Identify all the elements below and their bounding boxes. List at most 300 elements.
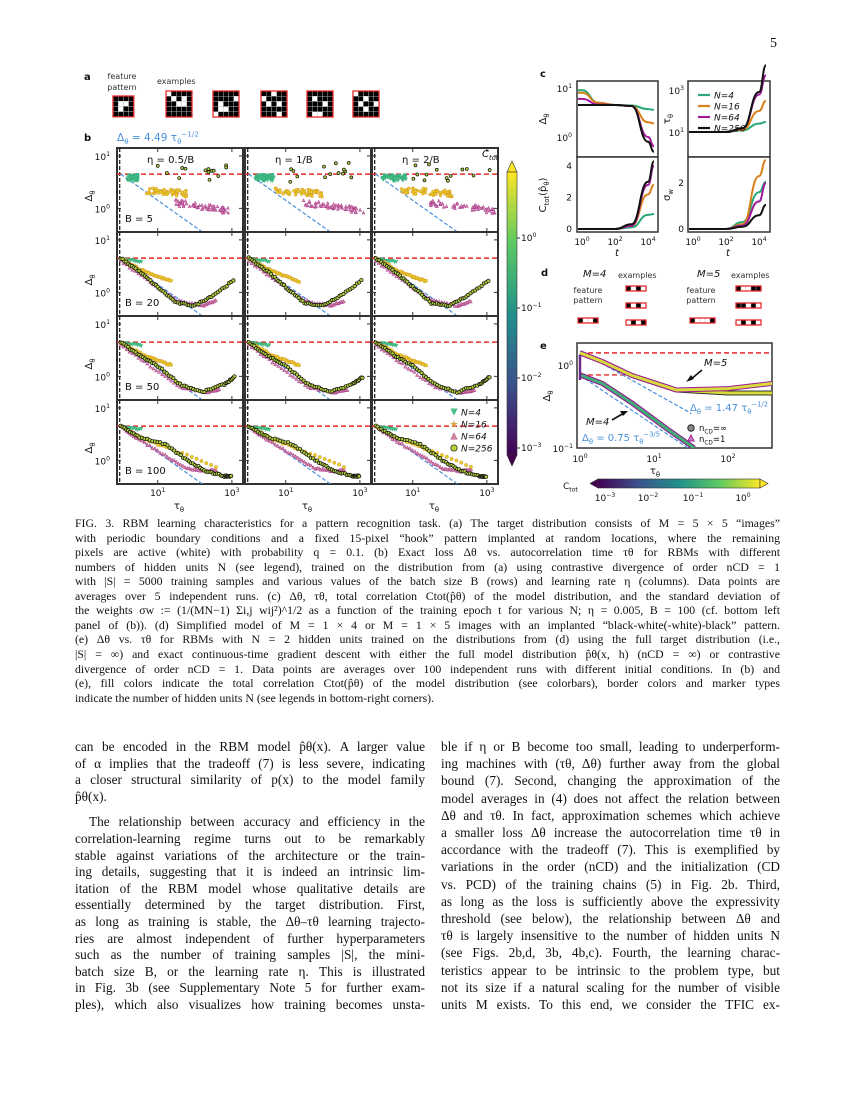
data-point	[208, 178, 211, 181]
tick-label: 0	[678, 225, 684, 235]
eta-label: η = 0.5/B	[147, 155, 195, 166]
data-point	[323, 457, 326, 460]
data-point	[309, 194, 312, 197]
tick-label	[405, 487, 420, 499]
y-axis-label	[537, 178, 551, 213]
example-m4	[626, 303, 646, 308]
pixel	[307, 91, 312, 96]
label-part: 10	[521, 444, 533, 454]
right-column-line: Δθ and τθ. In fact, approximation schemes which achieve	[441, 807, 780, 823]
pixel	[277, 112, 282, 117]
pixel	[736, 303, 741, 308]
tick-label	[95, 371, 110, 383]
pixel	[271, 91, 276, 96]
label-part: 10	[668, 129, 681, 139]
data-point	[328, 459, 331, 462]
pixel	[323, 91, 328, 96]
pixel	[312, 107, 317, 112]
label-part: τ	[173, 501, 180, 512]
x-axis-label: t	[726, 248, 730, 259]
pixel	[756, 303, 761, 308]
caption-line: |S| = ∞) and exact continuous-time gradient descent with either the full model distribution p̂θ(x, h) (nCD = ∞) or contrastive	[75, 646, 780, 661]
label-part: θ	[655, 471, 661, 479]
label-part: 1	[106, 318, 110, 326]
pixel	[176, 91, 181, 96]
pixel	[328, 91, 333, 96]
label-part: 4	[762, 235, 767, 243]
label-part: 10	[668, 87, 681, 97]
pixel	[631, 303, 636, 308]
pixel	[123, 96, 128, 101]
example-image	[353, 91, 379, 117]
feature-pattern-m4	[578, 318, 598, 323]
data-point	[162, 193, 165, 196]
colorbar	[507, 172, 517, 455]
data-point	[176, 190, 179, 193]
pixel	[358, 112, 363, 117]
colorbar-extend-bottom	[507, 455, 517, 466]
data-point	[416, 173, 419, 176]
data-point	[342, 168, 345, 171]
feature-label: pattern	[573, 296, 603, 305]
batch-size-label: B = 5	[125, 214, 153, 225]
data-point	[169, 279, 172, 282]
y-axis-label	[84, 190, 97, 201]
label-part: τ	[649, 466, 656, 477]
data-point	[322, 165, 325, 168]
pixel	[626, 320, 631, 325]
data-point	[207, 171, 210, 174]
right-column-line: ble if η or B become too small, leading to underperform-	[441, 739, 780, 754]
y-axis-label	[84, 442, 97, 453]
data-point	[205, 461, 208, 464]
data-point	[279, 189, 282, 192]
legend-label: N=256	[714, 124, 746, 135]
data-point	[434, 192, 437, 195]
label-part: θ	[89, 442, 97, 447]
pixel	[166, 91, 171, 96]
pixel	[374, 91, 379, 96]
tick-label	[718, 236, 733, 248]
data-point	[432, 190, 435, 193]
label-part: −2	[649, 491, 659, 499]
data-point	[424, 364, 427, 367]
label-part: 10	[479, 489, 491, 499]
data-point	[232, 279, 235, 282]
label-part: 0	[585, 235, 590, 243]
label-part: Δ	[582, 433, 589, 444]
m4-label: M=4	[586, 417, 610, 428]
label-part: 10	[556, 134, 569, 144]
example-image	[213, 91, 239, 117]
pixel	[229, 101, 234, 106]
pixel	[588, 318, 593, 323]
data-point	[446, 194, 449, 197]
label-part: 10	[607, 238, 619, 248]
pixel	[282, 101, 287, 106]
tick-label	[640, 236, 655, 248]
pixel	[261, 101, 266, 106]
tick-label: 2	[566, 193, 572, 204]
pixel	[213, 91, 218, 96]
right-column-line: teristics appear to be intrinsic to the problem type, but	[441, 962, 780, 978]
example-image	[261, 91, 287, 117]
pixel	[277, 107, 282, 112]
label-part: θ	[747, 408, 752, 416]
label-part: 10	[735, 494, 747, 504]
right-column-line: a smaller loss Δθ increase the autocorrelation time τθ in	[441, 825, 780, 840]
label-part: −2	[532, 371, 542, 379]
pixel	[182, 91, 187, 96]
pixel	[323, 101, 328, 106]
data-point	[324, 176, 327, 179]
pixel	[223, 112, 228, 117]
pixel	[741, 320, 746, 325]
pixel	[323, 107, 328, 112]
label-part: 0	[569, 359, 573, 367]
tick-label	[553, 443, 574, 455]
pixel	[756, 286, 761, 291]
pixel	[328, 96, 333, 101]
data-point	[310, 190, 313, 193]
pixel	[266, 91, 271, 96]
left-column-line: can be encoded in the RBM model p̂θ(x). A larger value	[75, 739, 425, 754]
label-part: θ	[89, 358, 97, 363]
pixel	[317, 101, 322, 106]
x-axis-label: t	[615, 248, 619, 259]
data-point	[405, 191, 408, 194]
label-part: Δ	[117, 132, 125, 144]
pixel	[118, 112, 123, 117]
data-point	[455, 459, 458, 462]
subplot-frame	[688, 157, 770, 232]
legend-label: N=4	[461, 408, 481, 419]
legend-label: N=16	[714, 102, 740, 113]
data-point	[229, 474, 232, 477]
caption-line: divergence of order nCD = 1. Data points are averages over 100 independent runs with different initial conditions. In (b) and	[75, 661, 780, 676]
data-point	[445, 177, 448, 180]
subplot-b	[372, 232, 498, 326]
pixel	[358, 107, 363, 112]
colorbar-label	[563, 482, 578, 494]
left-column-line: as long as training is stable, the Δθ–τθ learning trajecto-	[75, 914, 425, 929]
pixel	[307, 112, 312, 117]
pixel	[213, 107, 218, 112]
label-part: θ	[177, 137, 182, 147]
tick-label	[751, 236, 766, 248]
data-point	[172, 191, 175, 194]
pixel	[282, 91, 287, 96]
y-axis-label	[662, 114, 675, 124]
data-point	[212, 169, 215, 172]
pixel	[363, 91, 368, 96]
data-point	[412, 177, 415, 180]
caption-line: (e), fill colors indicate the total correlation Ctot(p̂θ) of the model distribution (see colorbars), border colors and marker types	[75, 676, 780, 691]
caption-line: averages over 5 independent runs. (c) Δθ, τθ, total correlation Ctot(p̂θ) of the model distribution, and the standard deviation of	[75, 588, 780, 603]
data-point	[487, 279, 490, 282]
legend-label	[699, 424, 727, 436]
label-part: 0	[746, 491, 751, 499]
pixel	[229, 112, 234, 117]
caption-line: the weights σw := (1/(MN−1) Σi,j wij²)^1/2 as a function of the training epoch t for various N; η = 0.005, B = 100 (cf. bottom left	[75, 603, 780, 618]
label-part: 10	[94, 236, 107, 247]
data-point	[195, 457, 198, 460]
pixel	[636, 286, 641, 291]
label-part: 10	[94, 457, 107, 468]
example-m5	[736, 320, 761, 325]
data-point	[488, 376, 491, 379]
pixel	[307, 107, 312, 112]
label-part: 1	[106, 150, 110, 158]
batch-size-label: B = 20	[125, 298, 160, 309]
data-point	[282, 192, 285, 195]
pixel	[578, 318, 583, 323]
data-point	[200, 459, 203, 462]
pixel	[353, 112, 358, 117]
label-part: −1	[563, 442, 573, 450]
pixel	[218, 101, 223, 106]
tick-label: 4	[566, 162, 572, 172]
tick-label	[521, 442, 542, 454]
data-point	[165, 171, 168, 174]
label-part: 10	[718, 238, 730, 248]
tick-label	[720, 453, 735, 465]
subplot-b	[245, 400, 371, 494]
label-part: CD	[704, 440, 713, 447]
pixel	[317, 96, 322, 101]
y-axis-label	[84, 274, 97, 285]
data-point	[334, 162, 337, 165]
data-point	[435, 168, 438, 171]
tick-label	[521, 232, 536, 244]
pixel	[363, 96, 368, 101]
pixel	[690, 318, 695, 323]
data-point	[337, 171, 340, 174]
subplot-b	[372, 316, 498, 410]
pixel	[641, 303, 646, 308]
label-part: 0	[532, 231, 537, 239]
data-point	[350, 176, 353, 179]
pixel	[636, 320, 641, 325]
label-part: −1/2	[181, 129, 199, 139]
m5-label: M=5	[697, 269, 721, 280]
pixel	[266, 112, 271, 117]
subplot-b	[117, 316, 243, 410]
label-part: θ	[639, 438, 644, 446]
pixel	[182, 101, 187, 106]
label-part: θ	[307, 506, 313, 512]
data-point	[408, 187, 411, 190]
pixel	[234, 107, 239, 112]
label-part: τ	[301, 501, 308, 512]
pixel	[700, 318, 705, 323]
right-column-line: variations in the order (nCD) and the initialization (CD	[441, 859, 780, 875]
tick-label	[95, 455, 110, 467]
data-point	[412, 188, 415, 191]
label-part: 3	[363, 486, 368, 494]
data-point	[445, 455, 448, 458]
label-part: θ	[434, 506, 440, 512]
pixel	[166, 96, 171, 101]
label-part: 10	[594, 494, 607, 504]
label-part: 10	[574, 238, 586, 248]
label-part: 10	[94, 404, 107, 415]
pixel	[631, 286, 636, 291]
pixel	[323, 96, 328, 101]
panel-label-b: b	[84, 133, 92, 144]
pixel	[369, 91, 374, 96]
pixel	[369, 107, 374, 112]
label-part: 2	[618, 235, 623, 243]
legend-label: N=64	[461, 432, 487, 443]
data-point	[209, 463, 212, 466]
caption-line: numbers of hidden units N (see legend), trained on the distribution from (a) using contrastive divergence of order nCD = 1	[75, 559, 780, 574]
data-point	[181, 166, 184, 169]
data-point	[464, 463, 467, 466]
pixel	[113, 101, 118, 106]
left-column-line: such as the number of training samples |S|, the mini-	[75, 947, 425, 963]
batch-size-label: B = 100	[125, 466, 166, 477]
pixel	[271, 96, 276, 101]
label-part: 1	[416, 486, 421, 494]
pixel	[695, 318, 700, 323]
tick-label	[669, 127, 684, 139]
data-point	[357, 475, 360, 478]
label-part: 10	[521, 234, 533, 244]
data-point	[148, 187, 151, 190]
data-point	[443, 192, 446, 195]
pixel	[187, 112, 192, 117]
data-point	[159, 191, 162, 194]
data-point	[178, 177, 181, 180]
data-point	[214, 466, 217, 469]
label-part: 10	[278, 489, 290, 499]
pixel	[261, 96, 266, 101]
left-column-line: itation of the RBM model whose qualitative details are	[75, 880, 425, 896]
data-point	[190, 455, 193, 458]
tick-label	[574, 236, 589, 248]
pixel	[218, 91, 223, 96]
y-axis-label	[538, 113, 551, 124]
label-part: 10	[557, 362, 570, 372]
example-m4	[626, 320, 646, 325]
tick-label	[638, 492, 659, 504]
pixel	[353, 91, 358, 96]
pixel	[166, 107, 171, 112]
data-point	[449, 174, 452, 177]
tick-label	[95, 151, 110, 163]
pixel	[118, 106, 123, 111]
colorbar-extend-top	[507, 161, 517, 172]
label-part: Δ	[84, 446, 95, 454]
label-part: Δ	[84, 278, 95, 286]
tick-label	[669, 85, 684, 97]
label-part: = 1.47 τ	[701, 403, 748, 414]
data-point	[423, 179, 426, 182]
feature-label: pattern	[107, 83, 137, 92]
data-point	[316, 190, 319, 193]
caption-line: panel of (b)). (d) Simplified model of M = 1 × 4 or M = 1 × 5 images with an implanted “black-white(-white)-black” pattern.	[75, 617, 780, 632]
pixel	[363, 101, 368, 106]
pixel	[166, 112, 171, 117]
label-part: 10	[556, 85, 569, 95]
pixel	[271, 101, 276, 106]
pixel	[323, 112, 328, 117]
feature-pattern	[113, 96, 134, 117]
caption-line: FIG. 3. RBM learning characteristics for a pattern recognition task. (a) The target distribution consists of M = 5 × 5 “images”	[75, 516, 780, 530]
subplot-c-sigma_w	[688, 157, 770, 232]
example-m5	[736, 303, 761, 308]
colorbar-extend-right	[760, 479, 768, 488]
x-axis-label	[429, 501, 439, 512]
colorbar	[598, 479, 760, 488]
tick-label	[352, 487, 367, 499]
pixel	[312, 101, 317, 106]
label-part: =1	[712, 435, 726, 445]
example-image	[307, 91, 333, 117]
left-column-line: ples), which also visualizes how training becomes unsta-	[75, 997, 425, 1012]
right-column-line: model averages in (4) does not affect the relation between	[441, 790, 780, 806]
caption-line: (e) Δθ vs. τθ for RBMs with N = 2 hidden units trained on the distributions from (d) using the full target distribution (i.e.,	[75, 632, 780, 647]
left-column-line: p̂θ(x).	[75, 788, 107, 804]
data-point	[184, 167, 187, 170]
label-part: θ	[588, 438, 594, 446]
pixel	[374, 101, 379, 106]
tick-label	[95, 235, 110, 247]
subplot-b	[245, 232, 371, 326]
label-part: 10	[521, 304, 533, 314]
data-point	[420, 371, 423, 374]
pixel	[223, 101, 228, 106]
label-part: w	[667, 189, 675, 195]
pixel	[736, 320, 741, 325]
label-part: 10	[224, 489, 236, 499]
subplot-b	[245, 316, 371, 410]
tick-label	[607, 236, 622, 248]
label-part: −1	[694, 491, 704, 499]
tick-label	[150, 487, 165, 499]
pixel	[374, 96, 379, 101]
label-part: θ	[543, 113, 551, 118]
caption-line: with periodic boundary conditions and a fixed 15-pixel “hook” pattern implanted at random locations, where the remaining	[75, 530, 780, 545]
tick-label	[685, 236, 700, 248]
label-part: C	[482, 149, 489, 160]
eta-label: η = 1/B	[275, 155, 313, 166]
example-m4	[626, 286, 646, 291]
panel-label-e: e	[540, 341, 547, 352]
pixel	[626, 286, 631, 291]
pixel	[746, 286, 751, 291]
label-part: n	[699, 435, 705, 445]
pixel	[710, 318, 715, 323]
x-axis-label	[650, 466, 660, 479]
pixel	[129, 96, 134, 101]
data-point	[287, 190, 290, 193]
data-point	[333, 461, 336, 464]
tick-label	[595, 492, 616, 504]
pixel	[171, 112, 176, 117]
tick-label	[521, 302, 542, 314]
label-part: 1	[289, 486, 294, 494]
label-part: 10	[150, 489, 162, 499]
pixel	[328, 101, 333, 106]
pixel	[234, 91, 239, 96]
pixel	[641, 286, 646, 291]
data-point	[446, 191, 449, 194]
pixel	[229, 91, 234, 96]
pixel	[593, 318, 598, 323]
caption-line: indicate the number of hidden units N (see legends in bottom-right corners).	[75, 690, 435, 705]
